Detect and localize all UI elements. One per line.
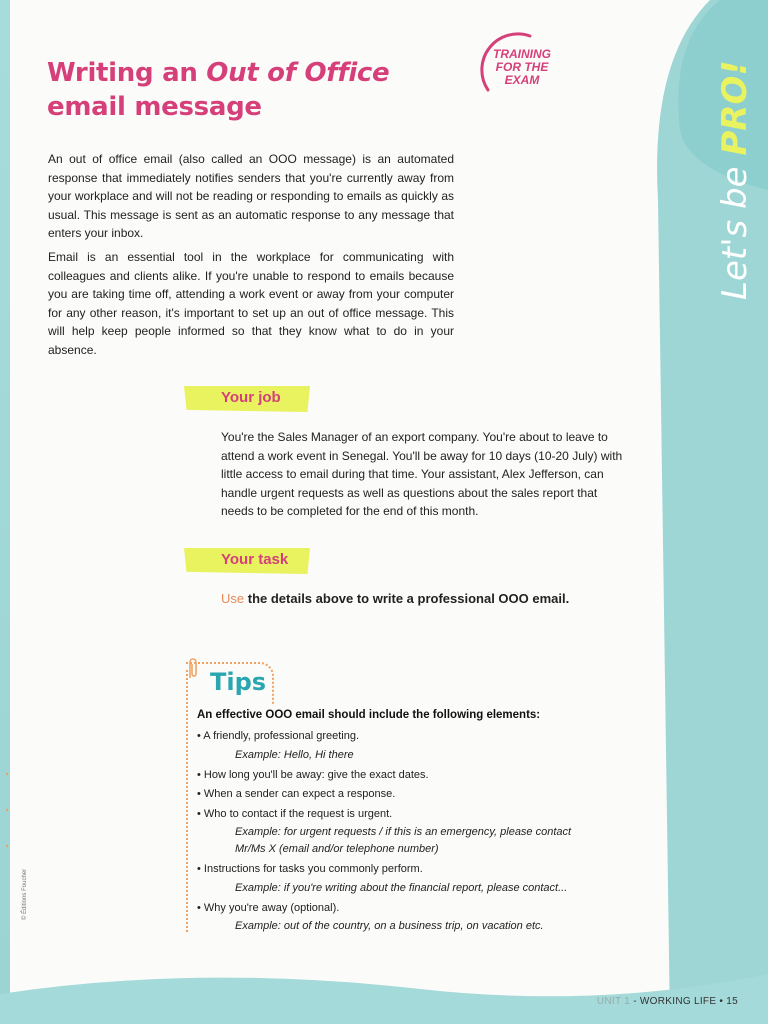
tip-item — [197, 860, 617, 897]
margin-dots — [4, 770, 10, 850]
title-prefix: Writing an — [47, 58, 207, 88]
title-line2: email message — [47, 92, 262, 122]
your-task-heading: Your task — [221, 551, 289, 568]
side-part1: Let's be — [715, 155, 755, 300]
tip-bullet: • A friendly, professional greeting. — [197, 730, 360, 742]
bottom-wave — [0, 934, 768, 1024]
tip-example: Example: if you're writing about the financial report, please contact... — [235, 881, 568, 894]
intro-paragraph-2: Email is an essential tool in the workplace for communicating with colleagues and clients alike. If you're unable to respond to emails because you are taking time off, attending a work event or away from your computer for any other reason, it's important to set up an out of office message. This will help keep people informed so that they know what to do in your absence. — [48, 250, 454, 357]
intro-paragraph-1: An out of office email (also called an OOO message) is an automated response that immediately notifies senders that you're currently away from your workplace and will not be reading or responding to emails as quickly as usual. This message is sent as an automatic response to any message that enters your inbox. — [48, 152, 454, 241]
tip-example: Example: Hello, Hi there — [235, 748, 354, 761]
task-use-word: Use — [221, 591, 245, 606]
tip-bullet: • Why you're away (optional). — [197, 901, 340, 914]
paperclip-icon — [186, 656, 200, 680]
tips-frame-left — [186, 670, 188, 932]
tips-list — [197, 727, 617, 937]
tip-example: Example: out of the country, on a business trip, on vacation etc. — [235, 920, 544, 932]
badge-line3: EXAM — [504, 73, 540, 87]
tip-item — [197, 727, 617, 764]
tip-item — [197, 805, 617, 859]
footer-unit: UNIT 1 — [596, 996, 631, 1007]
lets-be-text — [715, 60, 755, 300]
tip-bullet: • When a sender can expect a response. — [197, 788, 396, 800]
your-job-heading: Your job — [221, 389, 281, 406]
badge-line2: FOR THE — [495, 60, 549, 74]
tip-bullet: • Instructions for tasks you commonly perform. — [197, 863, 423, 875]
copyright-note: © Éditions Foucher — [22, 868, 28, 920]
page-footer — [597, 996, 738, 1007]
page-title — [47, 56, 389, 124]
tip-item — [197, 899, 617, 936]
side-part2: PRO! — [715, 60, 755, 156]
tip-item — [197, 785, 617, 805]
tip-bullet: • Who to contact if the request is urgent. — [197, 807, 393, 820]
tip-example: Example: for urgent requests / if this is an emergency, please contact Mr/Ms X (email and/or telephone number) — [235, 826, 572, 855]
task-text: the details above to write a professional OOO email. — [244, 591, 570, 606]
training-badge-text — [482, 48, 562, 87]
tips-intro: An effective OOO email should include the following elements: — [197, 709, 541, 721]
lets-be-pro-label — [700, 10, 760, 300]
tips-title: Tips — [210, 668, 267, 696]
tip-item — [197, 766, 617, 786]
badge-line1: TRAINING — [493, 47, 551, 61]
your-job-text: You're the Sales Manager of an export company. You're about to leave to attend a work event in Senegal. You'll be away for 10 days (10-20 July) with little access to email during that time. Your assistant, Alex Jefferson, can handle urgent requests as well as questions about the sales report that needs to be completed for the end of this month. — [221, 430, 623, 519]
footer-section: - WORKING LIFE • 15 — [630, 996, 738, 1007]
task-instruction — [221, 591, 569, 606]
title-italic: Out of Office — [206, 58, 390, 88]
tip-bullet: • How long you'll be away: give the exact dates. — [197, 768, 429, 781]
